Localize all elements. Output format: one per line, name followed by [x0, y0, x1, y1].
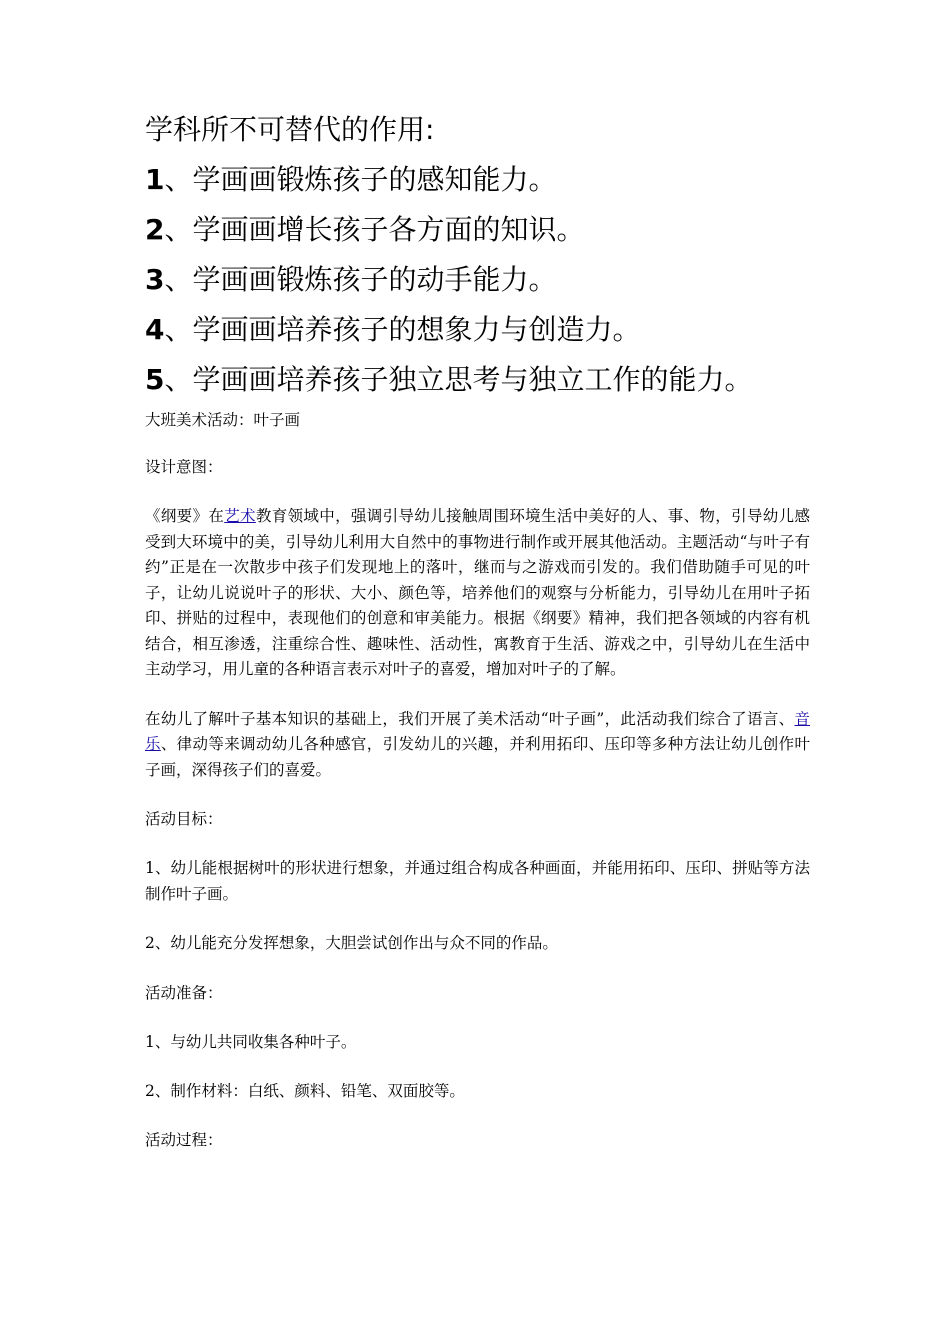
paragraph-text: 教育领域中，强调引导幼儿接触周围环境生活中美好的人、事、物，引导幼儿感受到大环境中的美，引导幼儿利用大自然中的事物进行制作或开展其他活动。主题活动“与叶子有约”正是在一次散步中孩子们发现地上的落叶，继而与之游戏而引发的。我们借助随手可见的叶子，让幼儿说说叶子的形状、大小、颜色等，培养他们的观察与分析能力，引导幼儿在用叶子拓印、拼贴的过程中，表现他们的创意和审美能力。根据《纲要》精神，我们把各领域的内容有机结合，相互渗透，注重综合性、趣味性、活动性，寓教育于生活、游戏之中，引导幼儿在生活中主动学习，用儿童的各种语言表示对叶子的喜爱，增加对叶子的了解。	[145, 507, 810, 678]
heading-item-number: 4	[145, 313, 165, 346]
paragraph-text: 在幼儿了解叶子基本知识的基础上，我们开展了美术活动“叶子画”，此活动我们综合了语言、	[145, 709, 795, 728]
preparation-item-1: 1、与幼儿共同收集各种叶子。	[145, 1032, 357, 1051]
heading-item-4	[145, 312, 810, 348]
heading-item-text: 、学画画锻炼孩子的感知能力。	[164, 163, 557, 196]
activity-title: 大班美术活动：叶子画	[145, 411, 301, 429]
heading-item-number: 3	[145, 263, 165, 296]
design-intent-label: 设计意图：	[145, 458, 223, 476]
heading-item-3	[145, 262, 810, 298]
heading-item-text: 、学画画培养孩子的想象力与创造力。	[164, 313, 641, 346]
process-label: 活动过程：	[145, 1130, 223, 1149]
heading-item-number: 2	[145, 213, 165, 246]
goal-item-1: 1、幼儿能根据树叶的形状进行想象，并通过组合构成各种画面，并能用拓印、压印、拼贴等方法制作叶子画。	[145, 859, 810, 903]
heading-item-text: 、学画画锻炼孩子的动手能力。	[164, 263, 557, 296]
section-title	[145, 112, 810, 148]
preparation-label: 活动准备：	[145, 983, 223, 1002]
heading-item-1	[145, 162, 810, 198]
design-intent-paragraph-2	[145, 707, 810, 784]
preparation-item-2: 2、制作材料：白纸、颜料、铅笔、双面胶等。	[145, 1081, 465, 1100]
document-page	[145, 112, 810, 1153]
heading-item-number: 5	[145, 363, 165, 396]
heading-item-text: 、学画画增长孩子各方面的知识。	[164, 213, 585, 246]
heading-item-text: 、学画画培养孩子独立思考与独立工作的能力。	[164, 363, 753, 396]
heading-item-number: 1	[145, 163, 165, 196]
goal-item-2: 2、幼儿能充分发挥想象，大胆尝试创作出与众不同的作品。	[145, 934, 558, 952]
goals-label: 活动目标：	[145, 810, 223, 828]
section-title-text: 学科所不可替代的作用:	[145, 113, 435, 146]
design-intent-paragraph-1	[145, 504, 810, 683]
paragraph-text: 、律动等来调动幼儿各种感官，引发幼儿的兴趣，并利用拓印、压印等多种方法让幼儿创作叶子画，深得孩子们的喜爱。	[145, 735, 810, 779]
art-link[interactable]: 艺术	[224, 507, 256, 525]
heading-item-5	[145, 362, 810, 398]
music-link[interactable]: 音乐	[145, 709, 810, 753]
heading-item-2	[145, 212, 810, 248]
paragraph-text: 《纲要》在	[145, 507, 225, 525]
